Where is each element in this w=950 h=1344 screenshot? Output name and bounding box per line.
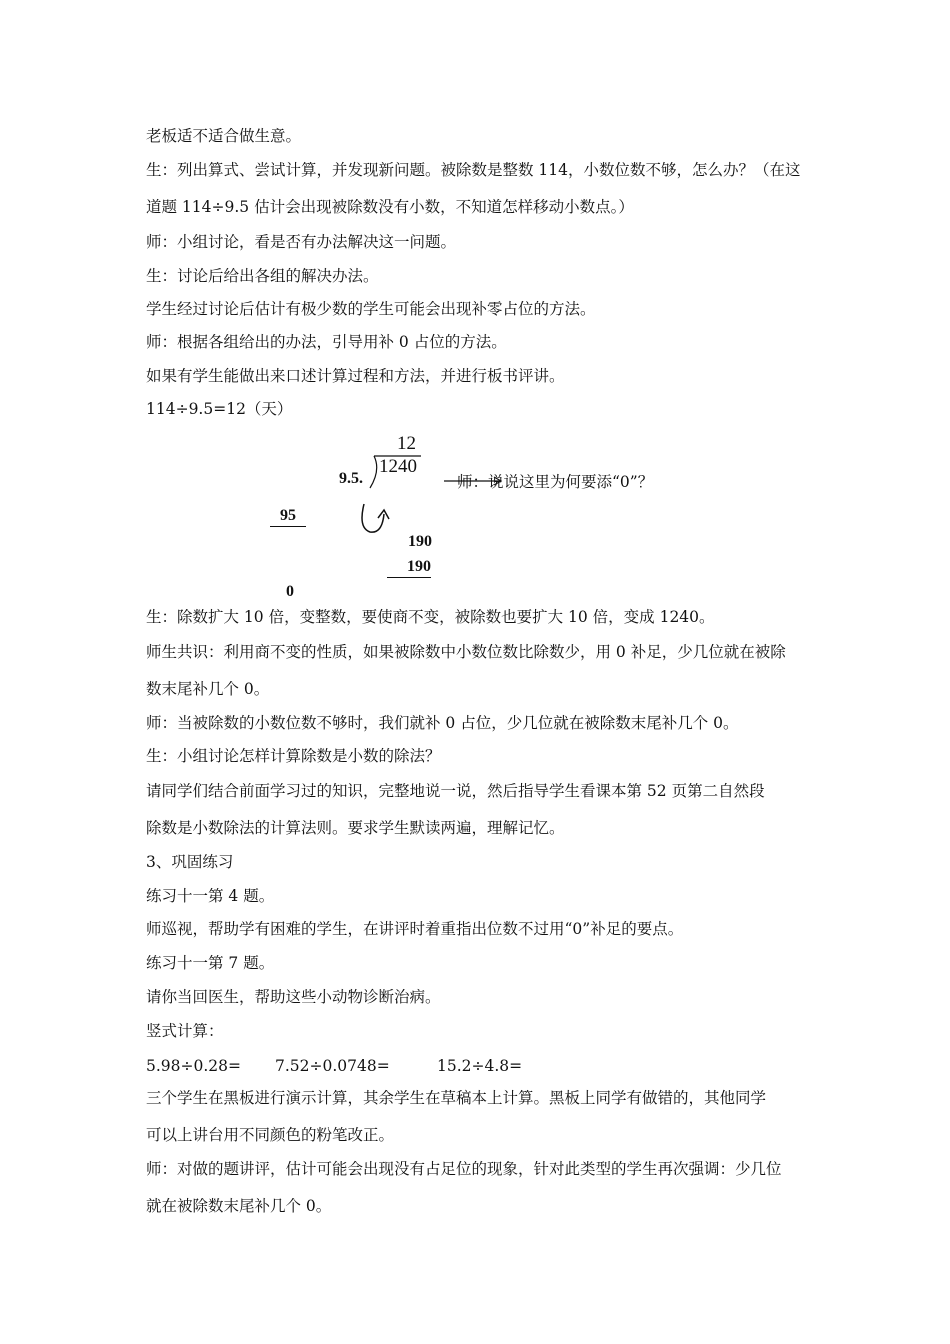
paragraph: 师巡视，帮助学有困难的学生，在讲评时着重指出位数不过用“0”补足的要点。 xyxy=(146,920,684,938)
paragraph: 3、巩固练习 xyxy=(146,853,234,871)
paragraph: 练习十一第 7 题。 xyxy=(146,954,275,972)
division-quotient: 12 xyxy=(397,433,416,454)
paragraph: 生：除数扩大 10 倍，变整数，要使商不变，被除数也要扩大 10 倍，变成 1240。 xyxy=(146,608,715,626)
division-subtrahend-1: 95 xyxy=(270,507,306,527)
paragraph: 三个学生在黑板进行演示计算，其余学生在草稿本上计算。黑板上同学有做错的，其他同学 xyxy=(146,1089,767,1107)
paragraph: 除数是小数除法的计算法则。要求学生默读两遍，理解记忆。 xyxy=(146,819,565,837)
calc-item: 15.2÷4.8= xyxy=(437,1057,523,1075)
division-divisor: 9.5. xyxy=(339,470,363,487)
paragraph: 师：小组讨论，看是否有办法解决这一问题。 xyxy=(146,233,457,251)
paragraph: 可以上讲台用不同颜色的粉笔改正。 xyxy=(146,1126,395,1144)
paragraph: 114÷9.5=12（天） xyxy=(146,400,293,418)
paragraph: 练习十一第 4 题。 xyxy=(146,887,275,905)
paragraph: 请你当回医生，帮助这些小动物诊断治病。 xyxy=(146,988,441,1006)
paragraph: 数末尾补几个 0。 xyxy=(146,680,270,698)
paragraph: 竖式计算： xyxy=(146,1022,224,1040)
paragraph: 师：根据各组给出的办法，引导用补 0 占位的方法。 xyxy=(146,333,507,351)
division-dividend: 1240 xyxy=(379,456,417,477)
paragraph: 请同学们结合前面学习过的知识，完整地说一说，然后指导学生看课本第 52 页第二自然段 xyxy=(146,782,765,800)
paragraph: 生：讨论后给出各组的解决办法。 xyxy=(146,267,379,285)
paragraph: 生：列出算式、尝试计算，并发现新问题。被除数是整数 114，小数位数不够，怎么办？（在这 xyxy=(146,161,801,179)
calc-item: 7.52÷0.0748= xyxy=(275,1057,390,1075)
paragraph: 师：当被除数的小数位数不够时，我们就补 0 占位，少几位就在被除数末尾补几个 0。 xyxy=(146,714,739,732)
calc-item: 5.98÷0.28= xyxy=(146,1057,241,1075)
paragraph: 就在被除数末尾补几个 0。 xyxy=(146,1197,332,1215)
paragraph: 师：对做的题讲评，估计可能会出现没有占足位的现象，针对此类型的学生再次强调：少几位 xyxy=(146,1160,782,1178)
paragraph: 如果有学生能做出来口述计算过程和方法，并进行板书评讲。 xyxy=(146,367,565,385)
paragraph: 生：小组讨论怎样计算除数是小数的除法？ xyxy=(146,747,441,765)
paragraph: 老板适不适合做生意。 xyxy=(146,127,302,145)
curved-arrow-icon xyxy=(356,500,392,540)
paragraph: 道题 114÷9.5 估计会出现被除数没有小数，不知道怎样移动小数点。） xyxy=(146,198,634,216)
division-final-zero: 0 xyxy=(286,583,294,600)
division-remainder-1: 190 xyxy=(408,533,432,550)
division-note: 师：说说这里为何要添“0”？ xyxy=(457,473,654,491)
division-subtrahend-2: 190 xyxy=(387,558,431,578)
paragraph: 师生共识：利用商不变的性质，如果被除数中小数位数比除数少，用 0 补足，少几位就在被除 xyxy=(146,643,786,661)
paragraph: 学生经过讨论后估计有极少数的学生可能会出现补零占位的方法。 xyxy=(146,300,596,318)
